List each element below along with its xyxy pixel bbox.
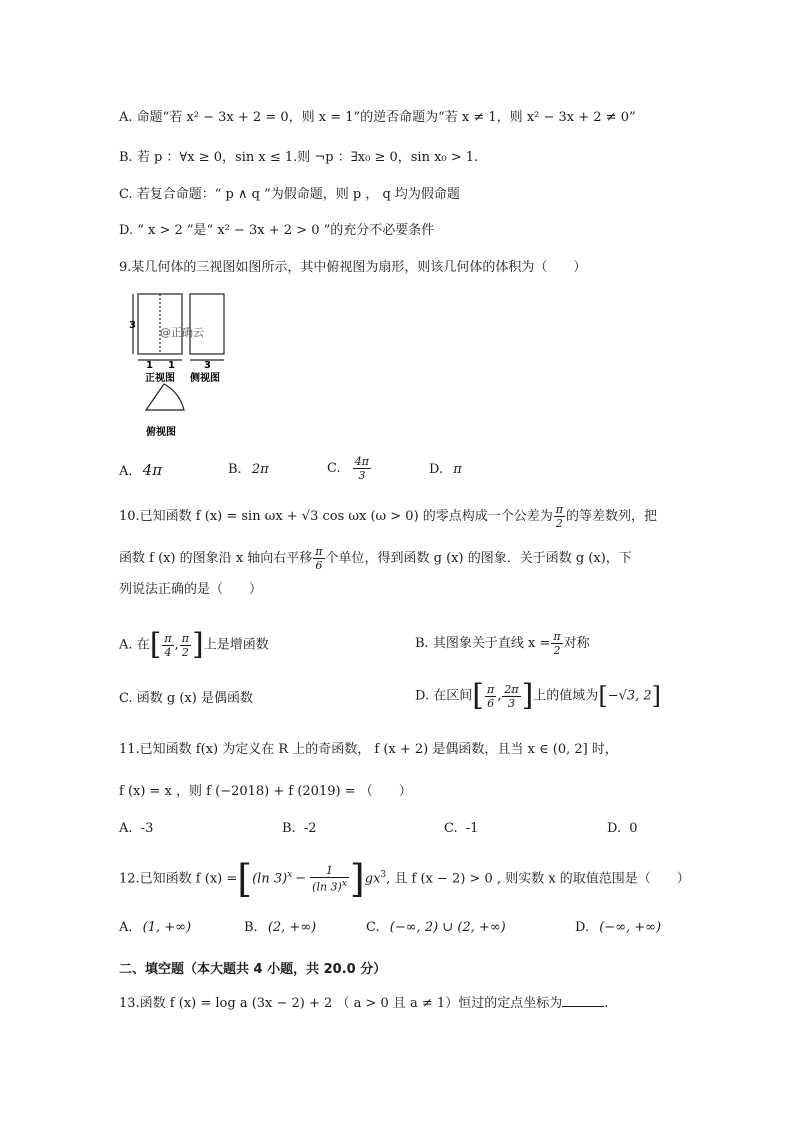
q10-option-c bbox=[119, 690, 253, 708]
q11-option-c-label: C. bbox=[444, 821, 458, 836]
q12-option-c-label: C. bbox=[366, 920, 380, 935]
top-view-sector bbox=[146, 384, 184, 410]
q10-option-d-f1d: 6 bbox=[487, 696, 495, 710]
q10-option-a-frac1 bbox=[162, 632, 173, 659]
q8-option-a-text: 命题“若 x² − 3x + 2 = 0，则 x = 1”的逆否命题为“若 x ≠ 1，则 x² − 3x + 2 ≠ 0” bbox=[136, 110, 636, 125]
q10-line1-fraction bbox=[554, 503, 565, 530]
q13-pre: 13.函数 f (x) = log a (3x − 2) + 2 （ a > 0 且 a ≠ 1）恒过的定点坐标为 bbox=[119, 996, 563, 1011]
q9-option-b-value: 2π bbox=[251, 462, 269, 477]
q9-option-c-num: 4π bbox=[354, 455, 369, 468]
side-view-rect bbox=[190, 294, 224, 354]
q12-inner-left: (ln 3) bbox=[252, 871, 288, 887]
q10-line1-frac-num: π bbox=[555, 503, 564, 516]
q12-inner-sup: x bbox=[287, 870, 293, 880]
q9-option-c bbox=[327, 455, 372, 482]
q12-option-c bbox=[366, 919, 506, 937]
q11-option-a-value: -3 bbox=[140, 821, 154, 836]
q12-frac-num: 1 bbox=[310, 864, 349, 878]
dim-w1-label: 1 bbox=[146, 360, 153, 371]
q10-line2-frac-num: π bbox=[315, 545, 323, 558]
q10-option-d-mid: 上的值域为 bbox=[533, 688, 599, 704]
q10-option-b-label: B. bbox=[415, 636, 429, 651]
q11-option-d bbox=[607, 820, 638, 838]
right-bracket-icon: ] bbox=[349, 856, 365, 901]
q8-option-a-label: A. bbox=[119, 110, 133, 125]
q10-line2-fraction bbox=[313, 545, 324, 572]
q12-frac-den-wrap bbox=[310, 878, 349, 894]
q12-post: , 且 f (x − 2) > 0 , 则实数 x 的取值范围是（ ） bbox=[386, 871, 690, 887]
q10-option-d-frac2 bbox=[502, 683, 520, 710]
q10-line2-frac-den: 6 bbox=[315, 559, 323, 572]
q8-option-d bbox=[119, 222, 434, 240]
q10-option-d-f1n: π bbox=[486, 682, 495, 696]
q12-option-a bbox=[119, 919, 191, 937]
q11-option-b-label: B. bbox=[282, 821, 296, 836]
q10-option-a-f1n: π bbox=[164, 631, 172, 645]
q11-option-b bbox=[282, 820, 317, 838]
q10-option-d-label: D. bbox=[415, 688, 430, 704]
q8-option-d-text: “ x > 2 ”是“ x² − 3x + 2 > 0 ”的充分不必要条件 bbox=[137, 223, 435, 238]
q10-option-b-post: 对称 bbox=[563, 636, 590, 651]
q11-option-c bbox=[444, 820, 478, 838]
q9-option-c-den: 3 bbox=[358, 469, 366, 482]
q12-line bbox=[119, 856, 690, 901]
top-view-label: 俯视图 bbox=[146, 427, 176, 438]
q10-option-a-post: 上是增函数 bbox=[203, 637, 269, 653]
q9-option-c-fraction bbox=[353, 455, 371, 482]
dim-w3-label: 3 bbox=[204, 360, 211, 371]
q11-line2: f (x) = x ，则 f (−2018) + f (2019) = （ ） bbox=[119, 784, 412, 799]
q12-after-bracket: gx bbox=[364, 871, 381, 887]
q9-option-b-label: B. bbox=[228, 462, 242, 477]
left-bracket-icon: [ bbox=[598, 682, 608, 710]
q9-option-d bbox=[429, 461, 462, 479]
three-view-figure bbox=[128, 288, 228, 443]
q12-frac-den-sup: x bbox=[341, 879, 347, 889]
right-bracket-icon: ] bbox=[651, 682, 662, 710]
watermark-label: @正确云 bbox=[160, 326, 204, 339]
q9-option-b bbox=[228, 461, 269, 479]
q11-line1: 11.已知函数 f(x) 为定义在 R 上的奇函数， f (x + 2) 是偶函数，且当 x ∈ (0, 2] 时， bbox=[119, 742, 618, 757]
q11-option-a-label: A. bbox=[119, 821, 133, 836]
q10-line2 bbox=[119, 545, 632, 572]
q10-line1-post: 的等差数列，把 bbox=[566, 509, 658, 524]
q9-option-a-label: A. bbox=[119, 464, 133, 479]
q11-option-d-value: 0 bbox=[629, 821, 638, 836]
q12-fraction bbox=[310, 864, 349, 894]
q10-line2-post: 个单位，得到函数 g (x) 的图象．关于函数 g (x)，下 bbox=[325, 551, 632, 566]
right-bracket-icon: ] bbox=[192, 627, 204, 662]
q9-option-a-value: 4π bbox=[142, 461, 163, 479]
q8-option-c bbox=[119, 186, 460, 204]
q13-post: . bbox=[604, 996, 609, 1011]
q8-option-c-text: 若复合命题：“ p ∧ q ”为假命题，则 p ， q 均为假命题 bbox=[136, 187, 460, 202]
q10-option-a-f1d: 4 bbox=[164, 645, 172, 659]
q10-option-b-frac bbox=[551, 630, 562, 657]
q9-stem: 9.某几何体的三视图如图所示，其中俯视图为扇形，则该几何体的体积为（ ） bbox=[119, 260, 587, 275]
q10-line2-pre: 函数 f (x) 的图象沿 x 轴向右平移 bbox=[119, 551, 313, 566]
q12-option-d-value: (−∞, +∞) bbox=[599, 920, 662, 935]
q10-option-c-text: 函数 g (x) 是偶函数 bbox=[136, 691, 253, 706]
q8-option-b-label: B. bbox=[119, 150, 133, 165]
q10-option-a-pre: 在 bbox=[136, 637, 150, 653]
q10-option-b-fn: π bbox=[553, 630, 561, 643]
q10-option-b-fd: 2 bbox=[553, 644, 561, 657]
left-bracket-icon: [ bbox=[472, 678, 484, 713]
q10-line1 bbox=[119, 503, 657, 530]
q12-pre: 12.已知函数 f (x) = bbox=[119, 871, 238, 887]
q11-option-a bbox=[119, 820, 153, 838]
q9-option-c-label: C. bbox=[327, 461, 341, 476]
q13-line bbox=[119, 994, 608, 1013]
q12-option-b-label: B. bbox=[244, 920, 258, 935]
q12-option-d bbox=[575, 919, 661, 937]
q10-option-b-pre: 其图象关于直线 x = bbox=[432, 636, 551, 651]
q12-option-a-value: (1, +∞) bbox=[142, 920, 192, 935]
q12-frac-den: (ln 3) bbox=[312, 880, 342, 894]
q10-option-a-f2n: π bbox=[181, 631, 190, 645]
q12-option-b-value: (2, +∞) bbox=[267, 920, 317, 935]
left-bracket-icon: [ bbox=[149, 627, 162, 662]
q11-option-c-value: -1 bbox=[465, 821, 479, 836]
q10-option-d-pre: 在区间 bbox=[433, 688, 473, 704]
right-bracket-icon: ] bbox=[521, 678, 534, 713]
section-title-fill-blank: 二、填空题（本大题共 4 小题，共 20.0 分） bbox=[119, 962, 387, 977]
q10-line3: 列说法正确的是（ ） bbox=[119, 582, 263, 597]
q10-option-d-range: −√3, 2 bbox=[607, 688, 652, 704]
q12-option-b bbox=[244, 919, 316, 937]
q11-option-b-value: -2 bbox=[303, 821, 317, 836]
dim-w2-label: 1 bbox=[168, 360, 175, 371]
q10-option-d-frac1 bbox=[485, 683, 496, 710]
side-view-label: 侧视图 bbox=[190, 373, 220, 384]
q8-option-d-label: D. bbox=[119, 223, 134, 238]
q8-option-b bbox=[119, 149, 478, 167]
answer-blank[interactable] bbox=[562, 994, 604, 1007]
q8-option-b-text: 若 p ：∀x ≥ 0，sin x ≤ 1.则 ¬p ：∃x₀ ≥ 0，sin x₀ > 1. bbox=[136, 150, 479, 165]
q8-option-c-label: C. bbox=[119, 187, 133, 202]
q10-option-a-frac2 bbox=[180, 632, 191, 659]
q12-option-c-value: (−∞, 2) ∪ (2, +∞) bbox=[389, 920, 506, 935]
dim-height-label: 3 bbox=[129, 320, 136, 331]
q9-option-d-value: π bbox=[453, 462, 462, 477]
q12-minus: − bbox=[295, 871, 307, 887]
q11-option-d-label: D. bbox=[607, 821, 622, 836]
q10-line1-frac-den: 2 bbox=[555, 517, 563, 530]
front-view-label: 正视图 bbox=[145, 373, 175, 384]
q10-option-d: D. 在区间[ $\frac{\pi}{6}$ , $\frac{2\pi}{3}$ ]上的值域为[−√3, 2] bbox=[415, 678, 662, 713]
q9-option-d-label: D. bbox=[429, 462, 444, 477]
left-bracket-icon: [ bbox=[237, 856, 253, 901]
q12-after-sup: 3 bbox=[380, 870, 387, 880]
q10-option-a-f2d: 2 bbox=[181, 645, 189, 659]
q10-option-d-f2d: 3 bbox=[507, 696, 515, 710]
q8-option-a bbox=[119, 109, 636, 127]
q12-option-d-label: D. bbox=[575, 920, 590, 935]
q10-option-b bbox=[415, 630, 590, 657]
q10-line1-pre: 10.已知函数 f (x) = sin ωx + √3 cos ωx (ω > 0) 的零点构成一个公差为 bbox=[119, 509, 553, 524]
q10-option-a: A. 在[ $\frac{\pi}{4}$ , $\frac{\pi}{2}$ ]上是增函数 bbox=[119, 627, 269, 662]
q10-option-d-f2n: 2π bbox=[504, 682, 519, 696]
q9-option-a bbox=[119, 461, 162, 481]
q12-option-a-label: A. bbox=[119, 920, 133, 935]
q10-option-c-label: C. bbox=[119, 691, 133, 706]
q10-option-a-label: A. bbox=[119, 637, 133, 653]
